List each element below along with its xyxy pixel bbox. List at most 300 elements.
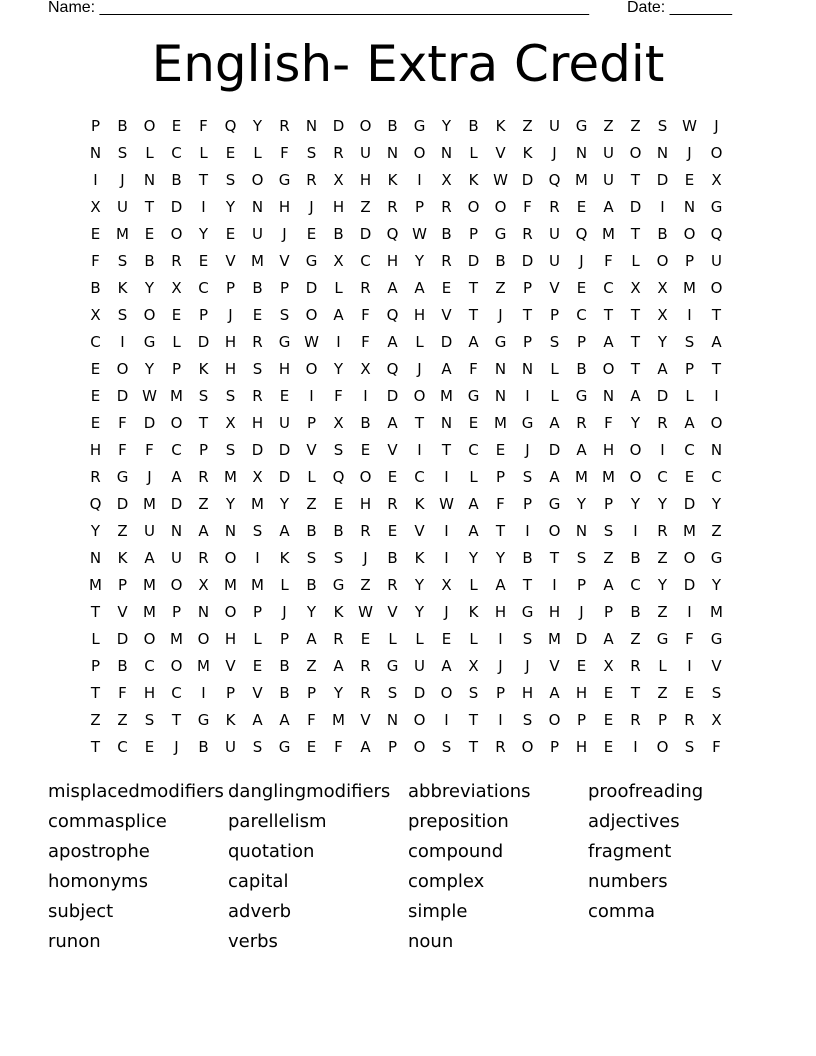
- grid-letter[interactable]: W: [142, 387, 157, 405]
- grid-letter[interactable]: G: [413, 117, 426, 135]
- grid-letter[interactable]: P: [603, 603, 614, 621]
- grid-letter[interactable]: S: [549, 333, 560, 351]
- grid-letter[interactable]: W: [682, 117, 697, 135]
- grid-letter[interactable]: K: [387, 171, 398, 189]
- grid-letter[interactable]: O: [305, 360, 318, 378]
- grid-letter[interactable]: X: [603, 657, 614, 675]
- grid-letter[interactable]: B: [333, 522, 344, 540]
- grid-letter[interactable]: M: [440, 387, 453, 405]
- grid-letter[interactable]: B: [333, 225, 344, 243]
- grid-letter[interactable]: R: [90, 468, 101, 486]
- grid-letter[interactable]: E: [90, 414, 101, 432]
- grid-letter[interactable]: I: [417, 171, 422, 189]
- grid-letter[interactable]: B: [387, 549, 398, 567]
- grid-letter[interactable]: E: [171, 306, 182, 324]
- grid-letter[interactable]: E: [603, 738, 614, 756]
- grid-letter[interactable]: N: [440, 414, 453, 432]
- grid-letter[interactable]: L: [658, 657, 667, 675]
- grid-letter[interactable]: I: [660, 198, 665, 216]
- grid-letter[interactable]: G: [467, 387, 480, 405]
- grid-letter[interactable]: L: [550, 360, 559, 378]
- grid-letter[interactable]: I: [363, 387, 368, 405]
- grid-letter[interactable]: R: [279, 117, 290, 135]
- grid-letter[interactable]: O: [602, 360, 615, 378]
- grid-letter[interactable]: O: [710, 414, 723, 432]
- grid-letter[interactable]: Y: [333, 360, 344, 378]
- grid-letter[interactable]: S: [603, 522, 614, 540]
- grid-letter[interactable]: T: [144, 198, 155, 216]
- grid-letter[interactable]: J: [687, 144, 692, 162]
- grid-letter[interactable]: N: [494, 387, 507, 405]
- grid-letter[interactable]: Y: [657, 333, 668, 351]
- grid-letter[interactable]: K: [468, 603, 479, 621]
- grid-letter[interactable]: E: [468, 414, 479, 432]
- grid-letter[interactable]: C: [657, 468, 668, 486]
- grid-letter[interactable]: Y: [225, 198, 236, 216]
- grid-letter[interactable]: A: [603, 198, 614, 216]
- grid-letter[interactable]: H: [224, 333, 237, 351]
- grid-letter[interactable]: X: [225, 414, 236, 432]
- grid-letter[interactable]: M: [548, 630, 561, 648]
- grid-letter[interactable]: R: [252, 333, 263, 351]
- grid-letter[interactable]: T: [630, 684, 641, 702]
- grid-letter[interactable]: H: [494, 603, 507, 621]
- grid-letter[interactable]: F: [334, 738, 343, 756]
- grid-letter[interactable]: A: [684, 414, 695, 432]
- grid-letter[interactable]: H: [224, 360, 237, 378]
- grid-letter[interactable]: Y: [441, 117, 452, 135]
- grid-letter[interactable]: P: [90, 117, 101, 135]
- grid-letter[interactable]: O: [197, 630, 210, 648]
- grid-letter[interactable]: E: [387, 522, 398, 540]
- grid-letter[interactable]: L: [550, 387, 559, 405]
- grid-letter[interactable]: U: [711, 252, 722, 270]
- grid-letter[interactable]: O: [656, 738, 669, 756]
- grid-letter[interactable]: L: [334, 279, 343, 297]
- grid-letter[interactable]: A: [549, 684, 560, 702]
- grid-letter[interactable]: T: [549, 549, 560, 567]
- grid-letter[interactable]: O: [170, 225, 183, 243]
- grid-letter[interactable]: O: [359, 117, 372, 135]
- grid-letter[interactable]: S: [684, 738, 695, 756]
- grid-letter[interactable]: Y: [495, 549, 506, 567]
- grid-letter[interactable]: F: [118, 684, 127, 702]
- grid-letter[interactable]: I: [444, 522, 449, 540]
- grid-letter[interactable]: A: [387, 333, 398, 351]
- grid-letter[interactable]: G: [575, 117, 588, 135]
- grid-letter[interactable]: C: [603, 279, 614, 297]
- grid-letter[interactable]: F: [469, 360, 478, 378]
- grid-letter[interactable]: P: [198, 441, 209, 459]
- grid-letter[interactable]: A: [279, 711, 290, 729]
- grid-letter[interactable]: A: [333, 657, 344, 675]
- grid-letter[interactable]: P: [117, 576, 128, 594]
- grid-letter[interactable]: D: [521, 171, 534, 189]
- grid-letter[interactable]: D: [656, 387, 669, 405]
- grid-letter[interactable]: I: [498, 711, 503, 729]
- grid-letter[interactable]: E: [576, 657, 587, 675]
- grid-letter[interactable]: M: [332, 711, 345, 729]
- grid-letter[interactable]: P: [657, 711, 668, 729]
- grid-letter[interactable]: Y: [657, 495, 668, 513]
- grid-letter[interactable]: J: [417, 360, 422, 378]
- grid-letter[interactable]: V: [360, 711, 371, 729]
- grid-letter[interactable]: F: [712, 738, 721, 756]
- grid-letter[interactable]: A: [603, 630, 614, 648]
- grid-letter[interactable]: E: [441, 630, 452, 648]
- grid-letter[interactable]: J: [174, 738, 179, 756]
- grid-letter[interactable]: D: [197, 333, 210, 351]
- grid-letter[interactable]: R: [306, 171, 317, 189]
- grid-letter[interactable]: Y: [198, 225, 209, 243]
- grid-letter[interactable]: L: [172, 333, 181, 351]
- grid-letter[interactable]: G: [305, 252, 318, 270]
- grid-letter[interactable]: M: [494, 414, 507, 432]
- grid-letter[interactable]: C: [360, 252, 371, 270]
- grid-letter[interactable]: T: [630, 333, 641, 351]
- grid-letter[interactable]: C: [684, 441, 695, 459]
- grid-letter[interactable]: L: [469, 468, 478, 486]
- grid-letter[interactable]: C: [171, 684, 182, 702]
- grid-letter[interactable]: T: [468, 279, 479, 297]
- grid-letter[interactable]: Q: [332, 468, 345, 486]
- grid-letter[interactable]: G: [278, 171, 291, 189]
- grid-letter[interactable]: X: [333, 252, 344, 270]
- grid-letter[interactable]: Y: [225, 495, 236, 513]
- grid-letter[interactable]: E: [360, 630, 371, 648]
- grid-letter[interactable]: O: [494, 198, 507, 216]
- grid-letter[interactable]: F: [685, 630, 694, 648]
- grid-letter[interactable]: F: [145, 441, 154, 459]
- grid-letter[interactable]: Y: [144, 279, 155, 297]
- grid-letter[interactable]: O: [629, 468, 642, 486]
- grid-letter[interactable]: Q: [386, 225, 399, 243]
- grid-letter[interactable]: D: [440, 333, 453, 351]
- grid-letter[interactable]: Y: [630, 414, 641, 432]
- grid-letter[interactable]: F: [118, 441, 127, 459]
- grid-letter[interactable]: I: [417, 441, 422, 459]
- grid-letter[interactable]: D: [467, 252, 480, 270]
- grid-letter[interactable]: T: [495, 522, 506, 540]
- grid-letter[interactable]: B: [495, 252, 506, 270]
- grid-letter[interactable]: B: [387, 117, 398, 135]
- grid-letter[interactable]: M: [575, 171, 588, 189]
- grid-letter[interactable]: B: [630, 549, 641, 567]
- grid-letter[interactable]: O: [251, 171, 264, 189]
- grid-letter[interactable]: R: [198, 549, 209, 567]
- grid-letter[interactable]: B: [522, 549, 533, 567]
- grid-letter[interactable]: B: [198, 738, 209, 756]
- grid-letter[interactable]: I: [444, 468, 449, 486]
- grid-letter[interactable]: P: [603, 495, 614, 513]
- grid-letter[interactable]: Z: [495, 279, 506, 297]
- grid-letter[interactable]: F: [118, 414, 127, 432]
- grid-letter[interactable]: A: [306, 630, 317, 648]
- grid-letter[interactable]: J: [363, 549, 368, 567]
- grid-letter[interactable]: V: [279, 252, 290, 270]
- grid-letter[interactable]: N: [197, 603, 210, 621]
- grid-letter[interactable]: S: [522, 468, 533, 486]
- name-field-label[interactable]: Name: _______________________________________________________: [48, 0, 589, 16]
- grid-letter[interactable]: B: [117, 657, 128, 675]
- grid-letter[interactable]: J: [228, 306, 233, 324]
- grid-letter[interactable]: Z: [198, 495, 209, 513]
- grid-letter[interactable]: O: [683, 225, 696, 243]
- grid-letter[interactable]: I: [687, 306, 692, 324]
- grid-letter[interactable]: E: [603, 684, 614, 702]
- grid-letter[interactable]: E: [90, 360, 101, 378]
- grid-letter[interactable]: N: [89, 144, 102, 162]
- grid-letter[interactable]: L: [253, 630, 262, 648]
- grid-letter[interactable]: P: [468, 225, 479, 243]
- grid-letter[interactable]: O: [143, 630, 156, 648]
- grid-letter[interactable]: M: [251, 252, 264, 270]
- grid-letter[interactable]: Y: [576, 495, 587, 513]
- grid-letter[interactable]: N: [602, 387, 615, 405]
- grid-letter[interactable]: I: [660, 441, 665, 459]
- grid-letter[interactable]: O: [224, 549, 237, 567]
- grid-letter[interactable]: P: [279, 279, 290, 297]
- grid-letter[interactable]: F: [361, 306, 370, 324]
- grid-letter[interactable]: P: [306, 684, 317, 702]
- grid-letter[interactable]: R: [360, 279, 371, 297]
- grid-letter[interactable]: K: [198, 360, 209, 378]
- grid-letter[interactable]: I: [633, 522, 638, 540]
- grid-letter[interactable]: S: [522, 630, 533, 648]
- grid-letter[interactable]: I: [498, 630, 503, 648]
- grid-letter[interactable]: K: [468, 171, 479, 189]
- grid-letter[interactable]: P: [171, 603, 182, 621]
- grid-letter[interactable]: S: [117, 252, 128, 270]
- grid-letter[interactable]: X: [198, 576, 209, 594]
- grid-letter[interactable]: P: [225, 684, 236, 702]
- grid-letter[interactable]: X: [711, 711, 722, 729]
- grid-letter[interactable]: F: [604, 252, 613, 270]
- grid-letter[interactable]: J: [282, 603, 287, 621]
- grid-letter[interactable]: P: [522, 279, 533, 297]
- grid-letter[interactable]: O: [413, 144, 426, 162]
- grid-letter[interactable]: E: [495, 441, 506, 459]
- grid-letter[interactable]: I: [552, 576, 557, 594]
- grid-letter[interactable]: B: [657, 225, 668, 243]
- grid-letter[interactable]: T: [630, 225, 641, 243]
- grid-letter[interactable]: U: [252, 225, 263, 243]
- grid-letter[interactable]: M: [143, 495, 156, 513]
- grid-letter[interactable]: A: [711, 333, 722, 351]
- grid-letter[interactable]: P: [387, 738, 398, 756]
- grid-letter[interactable]: K: [279, 549, 290, 567]
- grid-letter[interactable]: X: [441, 576, 452, 594]
- grid-letter[interactable]: B: [144, 252, 155, 270]
- grid-letter[interactable]: M: [170, 630, 183, 648]
- grid-letter[interactable]: D: [629, 198, 642, 216]
- grid-letter[interactable]: P: [306, 414, 317, 432]
- grid-letter[interactable]: O: [143, 306, 156, 324]
- grid-letter[interactable]: A: [549, 414, 560, 432]
- grid-letter[interactable]: S: [225, 171, 236, 189]
- grid-letter[interactable]: E: [198, 252, 209, 270]
- grid-letter[interactable]: H: [278, 360, 291, 378]
- grid-letter[interactable]: M: [143, 603, 156, 621]
- grid-letter[interactable]: M: [683, 522, 696, 540]
- grid-letter[interactable]: E: [441, 279, 452, 297]
- grid-letter[interactable]: O: [305, 306, 318, 324]
- grid-letter[interactable]: L: [307, 468, 316, 486]
- grid-letter[interactable]: E: [225, 225, 236, 243]
- grid-letter[interactable]: Z: [117, 711, 128, 729]
- grid-letter[interactable]: Z: [360, 198, 371, 216]
- grid-letter[interactable]: C: [468, 441, 479, 459]
- grid-letter[interactable]: S: [387, 684, 398, 702]
- grid-letter[interactable]: P: [414, 198, 425, 216]
- grid-letter[interactable]: O: [467, 198, 480, 216]
- grid-letter[interactable]: Z: [603, 117, 614, 135]
- grid-letter[interactable]: D: [170, 495, 183, 513]
- grid-letter[interactable]: O: [656, 252, 669, 270]
- grid-letter[interactable]: E: [603, 711, 614, 729]
- grid-letter[interactable]: C: [576, 306, 587, 324]
- grid-letter[interactable]: T: [711, 360, 722, 378]
- grid-letter[interactable]: T: [522, 576, 533, 594]
- grid-letter[interactable]: Q: [386, 306, 399, 324]
- grid-letter[interactable]: M: [251, 495, 264, 513]
- grid-letter[interactable]: T: [468, 711, 479, 729]
- grid-letter[interactable]: I: [633, 738, 638, 756]
- grid-letter[interactable]: T: [171, 711, 182, 729]
- grid-letter[interactable]: C: [711, 468, 722, 486]
- grid-letter[interactable]: F: [91, 252, 100, 270]
- grid-letter[interactable]: E: [684, 468, 695, 486]
- grid-letter[interactable]: H: [89, 441, 102, 459]
- grid-letter[interactable]: Z: [306, 657, 317, 675]
- grid-letter[interactable]: R: [441, 252, 452, 270]
- grid-letter[interactable]: X: [711, 171, 722, 189]
- grid-letter[interactable]: J: [579, 252, 584, 270]
- grid-letter[interactable]: H: [575, 684, 588, 702]
- grid-letter[interactable]: Z: [657, 603, 668, 621]
- grid-letter[interactable]: P: [252, 603, 263, 621]
- grid-letter[interactable]: S: [441, 738, 452, 756]
- grid-letter[interactable]: U: [603, 171, 614, 189]
- grid-letter[interactable]: E: [333, 495, 344, 513]
- grid-letter[interactable]: D: [116, 387, 129, 405]
- grid-letter[interactable]: I: [525, 387, 530, 405]
- grid-letter[interactable]: F: [523, 198, 532, 216]
- grid-letter[interactable]: N: [494, 360, 507, 378]
- grid-letter[interactable]: X: [171, 279, 182, 297]
- grid-letter[interactable]: L: [280, 576, 289, 594]
- grid-letter[interactable]: P: [198, 306, 209, 324]
- grid-letter[interactable]: O: [413, 387, 426, 405]
- grid-letter[interactable]: R: [360, 522, 371, 540]
- grid-letter[interactable]: D: [278, 468, 291, 486]
- grid-letter[interactable]: P: [549, 306, 560, 324]
- grid-letter[interactable]: A: [468, 495, 479, 513]
- grid-letter[interactable]: F: [199, 117, 208, 135]
- grid-letter[interactable]: I: [201, 684, 206, 702]
- grid-letter[interactable]: L: [469, 576, 478, 594]
- grid-letter[interactable]: N: [251, 198, 264, 216]
- grid-letter[interactable]: H: [548, 603, 561, 621]
- grid-letter[interactable]: X: [657, 306, 668, 324]
- grid-letter[interactable]: A: [441, 657, 452, 675]
- grid-letter[interactable]: Y: [414, 603, 425, 621]
- grid-letter[interactable]: L: [631, 252, 640, 270]
- grid-letter[interactable]: L: [415, 630, 424, 648]
- grid-letter[interactable]: S: [522, 711, 533, 729]
- grid-letter[interactable]: C: [144, 657, 155, 675]
- grid-letter[interactable]: G: [494, 225, 507, 243]
- grid-letter[interactable]: Z: [630, 117, 641, 135]
- grid-letter[interactable]: L: [685, 387, 694, 405]
- grid-letter[interactable]: N: [440, 144, 453, 162]
- grid-letter[interactable]: I: [201, 198, 206, 216]
- grid-letter[interactable]: R: [198, 468, 209, 486]
- grid-letter[interactable]: R: [657, 414, 668, 432]
- grid-letter[interactable]: V: [387, 603, 398, 621]
- grid-letter[interactable]: U: [225, 738, 236, 756]
- grid-letter[interactable]: N: [656, 144, 669, 162]
- grid-letter[interactable]: S: [252, 522, 263, 540]
- grid-letter[interactable]: O: [548, 711, 561, 729]
- grid-letter[interactable]: A: [576, 441, 587, 459]
- grid-letter[interactable]: A: [603, 576, 614, 594]
- grid-letter[interactable]: Y: [468, 549, 479, 567]
- grid-letter[interactable]: M: [197, 657, 210, 675]
- grid-letter[interactable]: K: [117, 279, 128, 297]
- grid-letter[interactable]: R: [360, 657, 371, 675]
- grid-letter[interactable]: V: [117, 603, 128, 621]
- grid-letter[interactable]: E: [306, 738, 317, 756]
- grid-letter[interactable]: R: [549, 198, 560, 216]
- grid-letter[interactable]: X: [441, 171, 452, 189]
- grid-letter[interactable]: B: [306, 576, 317, 594]
- grid-letter[interactable]: O: [359, 468, 372, 486]
- grid-letter[interactable]: Z: [603, 549, 614, 567]
- grid-letter[interactable]: B: [171, 171, 182, 189]
- grid-letter[interactable]: V: [711, 657, 722, 675]
- grid-letter[interactable]: H: [386, 252, 399, 270]
- grid-letter[interactable]: E: [252, 657, 263, 675]
- grid-letter[interactable]: G: [143, 333, 156, 351]
- grid-letter[interactable]: A: [495, 576, 506, 594]
- grid-letter[interactable]: Y: [414, 576, 425, 594]
- grid-letter[interactable]: M: [224, 576, 237, 594]
- grid-letter[interactable]: P: [171, 360, 182, 378]
- grid-letter[interactable]: E: [171, 117, 182, 135]
- grid-letter[interactable]: H: [332, 198, 345, 216]
- grid-letter[interactable]: N: [521, 360, 534, 378]
- grid-letter[interactable]: P: [279, 630, 290, 648]
- grid-letter[interactable]: F: [361, 333, 370, 351]
- grid-letter[interactable]: R: [171, 252, 182, 270]
- grid-letter[interactable]: Z: [360, 576, 371, 594]
- grid-letter[interactable]: E: [279, 387, 290, 405]
- grid-letter[interactable]: O: [710, 279, 723, 297]
- grid-letter[interactable]: Q: [386, 360, 399, 378]
- grid-letter[interactable]: Z: [90, 711, 101, 729]
- grid-letter[interactable]: R: [387, 495, 398, 513]
- grid-letter[interactable]: E: [306, 225, 317, 243]
- grid-letter[interactable]: L: [469, 630, 478, 648]
- grid-letter[interactable]: S: [333, 441, 344, 459]
- grid-letter[interactable]: H: [413, 306, 426, 324]
- grid-letter[interactable]: U: [360, 144, 371, 162]
- grid-letter[interactable]: A: [468, 333, 479, 351]
- grid-letter[interactable]: X: [360, 360, 371, 378]
- grid-letter[interactable]: K: [225, 711, 236, 729]
- grid-letter[interactable]: E: [684, 684, 695, 702]
